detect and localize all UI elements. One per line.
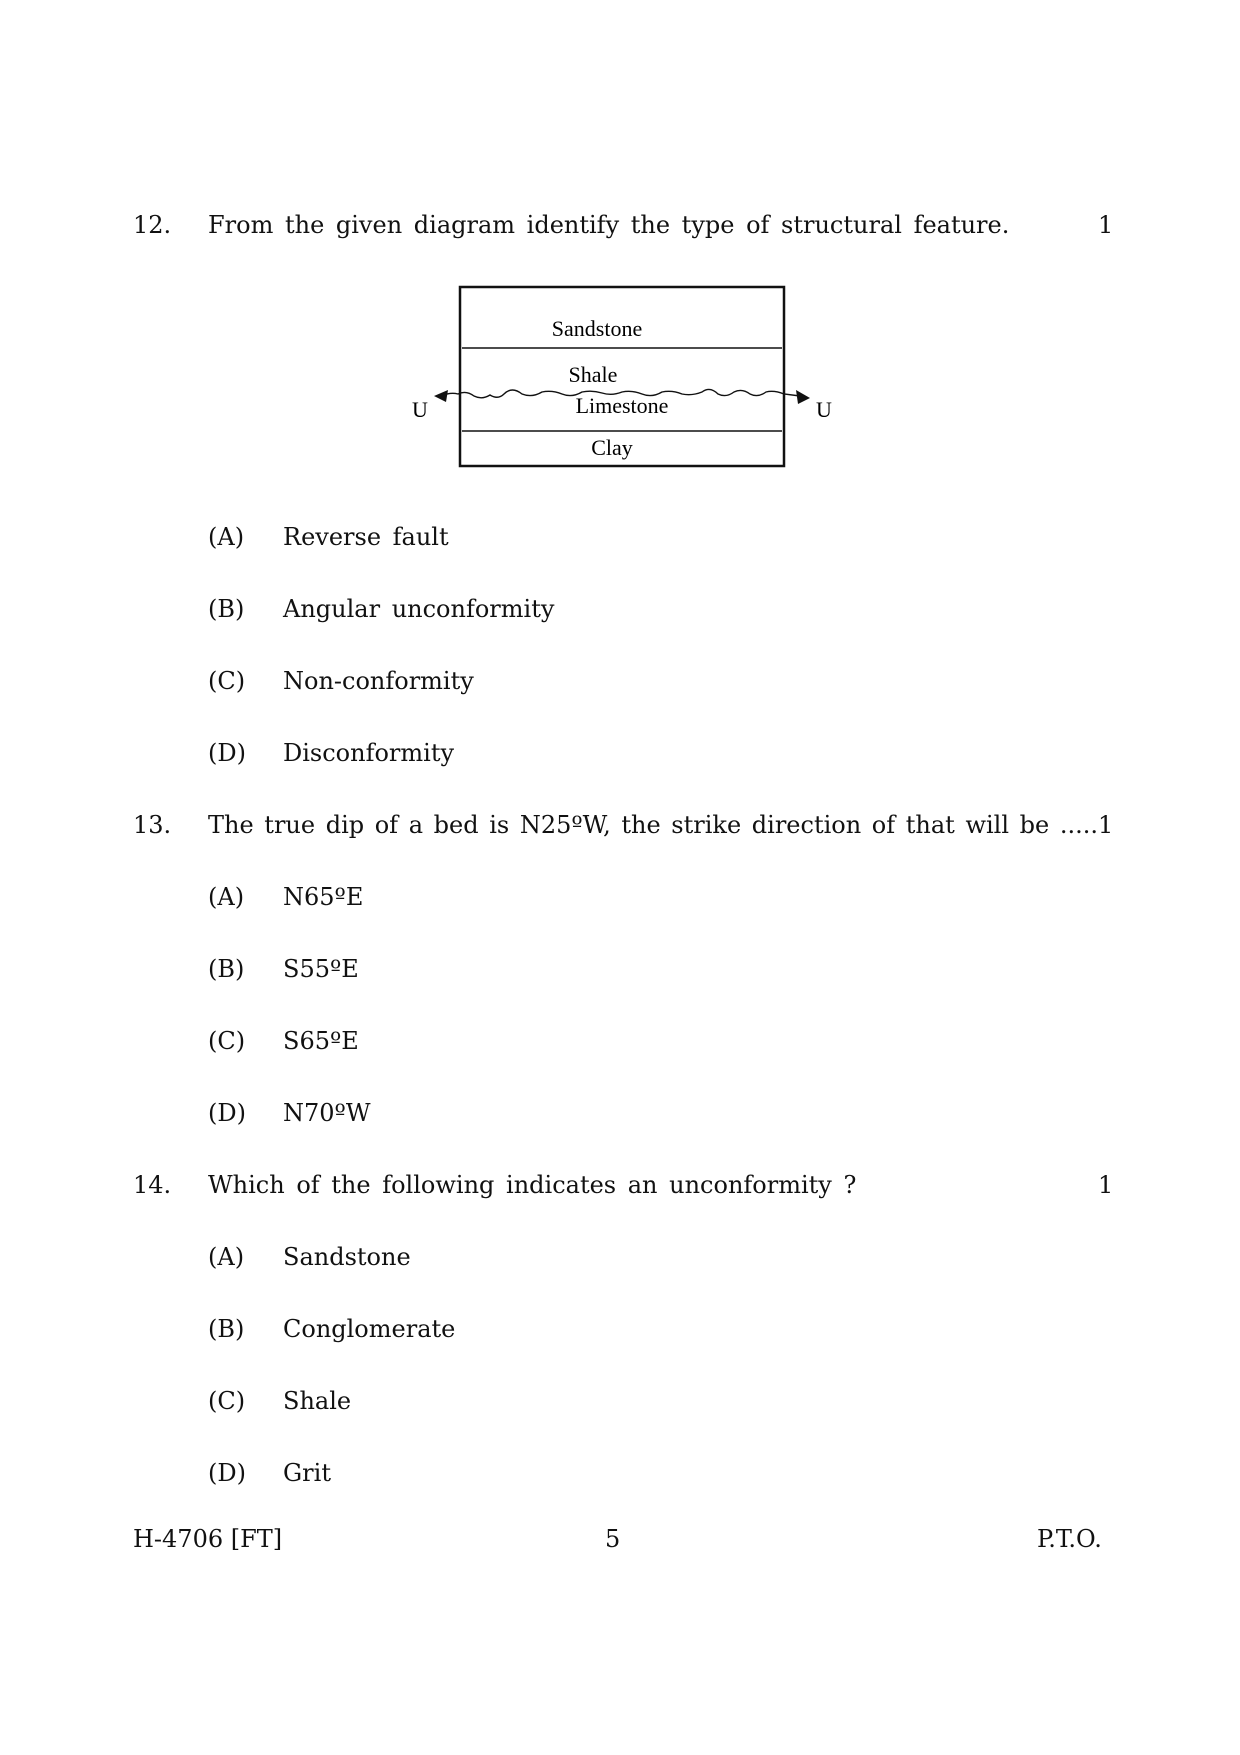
footer-pto: P.T.O. — [1037, 1525, 1102, 1553]
option-letter: (D) — [208, 739, 246, 767]
option-letter: (D) — [208, 1459, 246, 1487]
layer-label-sandstone: Sandstone — [551, 316, 643, 341]
footer-page-number: 5 — [605, 1525, 621, 1553]
option-letter: (A) — [208, 883, 245, 911]
unconformity-label-left: U — [412, 397, 428, 422]
option-text: Conglomerate — [283, 1315, 456, 1343]
option-text: S55ºE — [283, 955, 359, 983]
question-number: 12. — [133, 211, 172, 239]
layer-label-shale: Shale — [568, 362, 618, 387]
question-number: 14. — [133, 1171, 172, 1199]
option-letter: (B) — [208, 595, 245, 623]
unconformity-diagram — [400, 278, 840, 478]
option-text: Reverse fault — [283, 523, 449, 551]
question-marks: 1 — [1098, 211, 1114, 239]
question-text: Which of the following indicates an unconformity ? — [208, 1171, 857, 1199]
question-text: The true dip of a bed is N25ºW, the strike direction of that will be ..... — [208, 811, 1098, 839]
question-text: From the given diagram identify the type of structural feature. — [208, 211, 1010, 239]
option-text: N65ºE — [283, 883, 364, 911]
question-marks: 1 — [1098, 811, 1114, 839]
unconformity-label-right: U — [816, 397, 832, 422]
option-letter: (C) — [208, 1387, 246, 1415]
option-text: Grit — [283, 1459, 331, 1487]
option-text: Angular unconformity — [283, 595, 555, 623]
option-letter: (A) — [208, 523, 245, 551]
option-letter: (C) — [208, 1027, 246, 1055]
option-letter: (D) — [208, 1099, 246, 1127]
option-letter: (A) — [208, 1243, 245, 1271]
question-marks: 1 — [1098, 1171, 1114, 1199]
left-arrow-icon — [434, 390, 448, 402]
option-letter: (B) — [208, 1315, 245, 1343]
option-text: S65ºE — [283, 1027, 359, 1055]
option-text: Disconformity — [283, 739, 455, 767]
layer-label-clay: Clay — [591, 435, 633, 460]
question-number: 13. — [133, 811, 172, 839]
option-letter: (B) — [208, 955, 245, 983]
right-arrow-icon — [796, 390, 810, 404]
layer-label-limestone: Limestone — [575, 393, 669, 418]
option-text: N70ºW — [283, 1099, 371, 1127]
option-text: Shale — [283, 1387, 352, 1415]
option-text: Non-conformity — [283, 667, 474, 695]
option-text: Sandstone — [283, 1243, 411, 1271]
footer-paper-code: H-4706 [FT] — [133, 1525, 283, 1553]
strata-cross-section — [400, 278, 840, 478]
option-letter: (C) — [208, 667, 246, 695]
